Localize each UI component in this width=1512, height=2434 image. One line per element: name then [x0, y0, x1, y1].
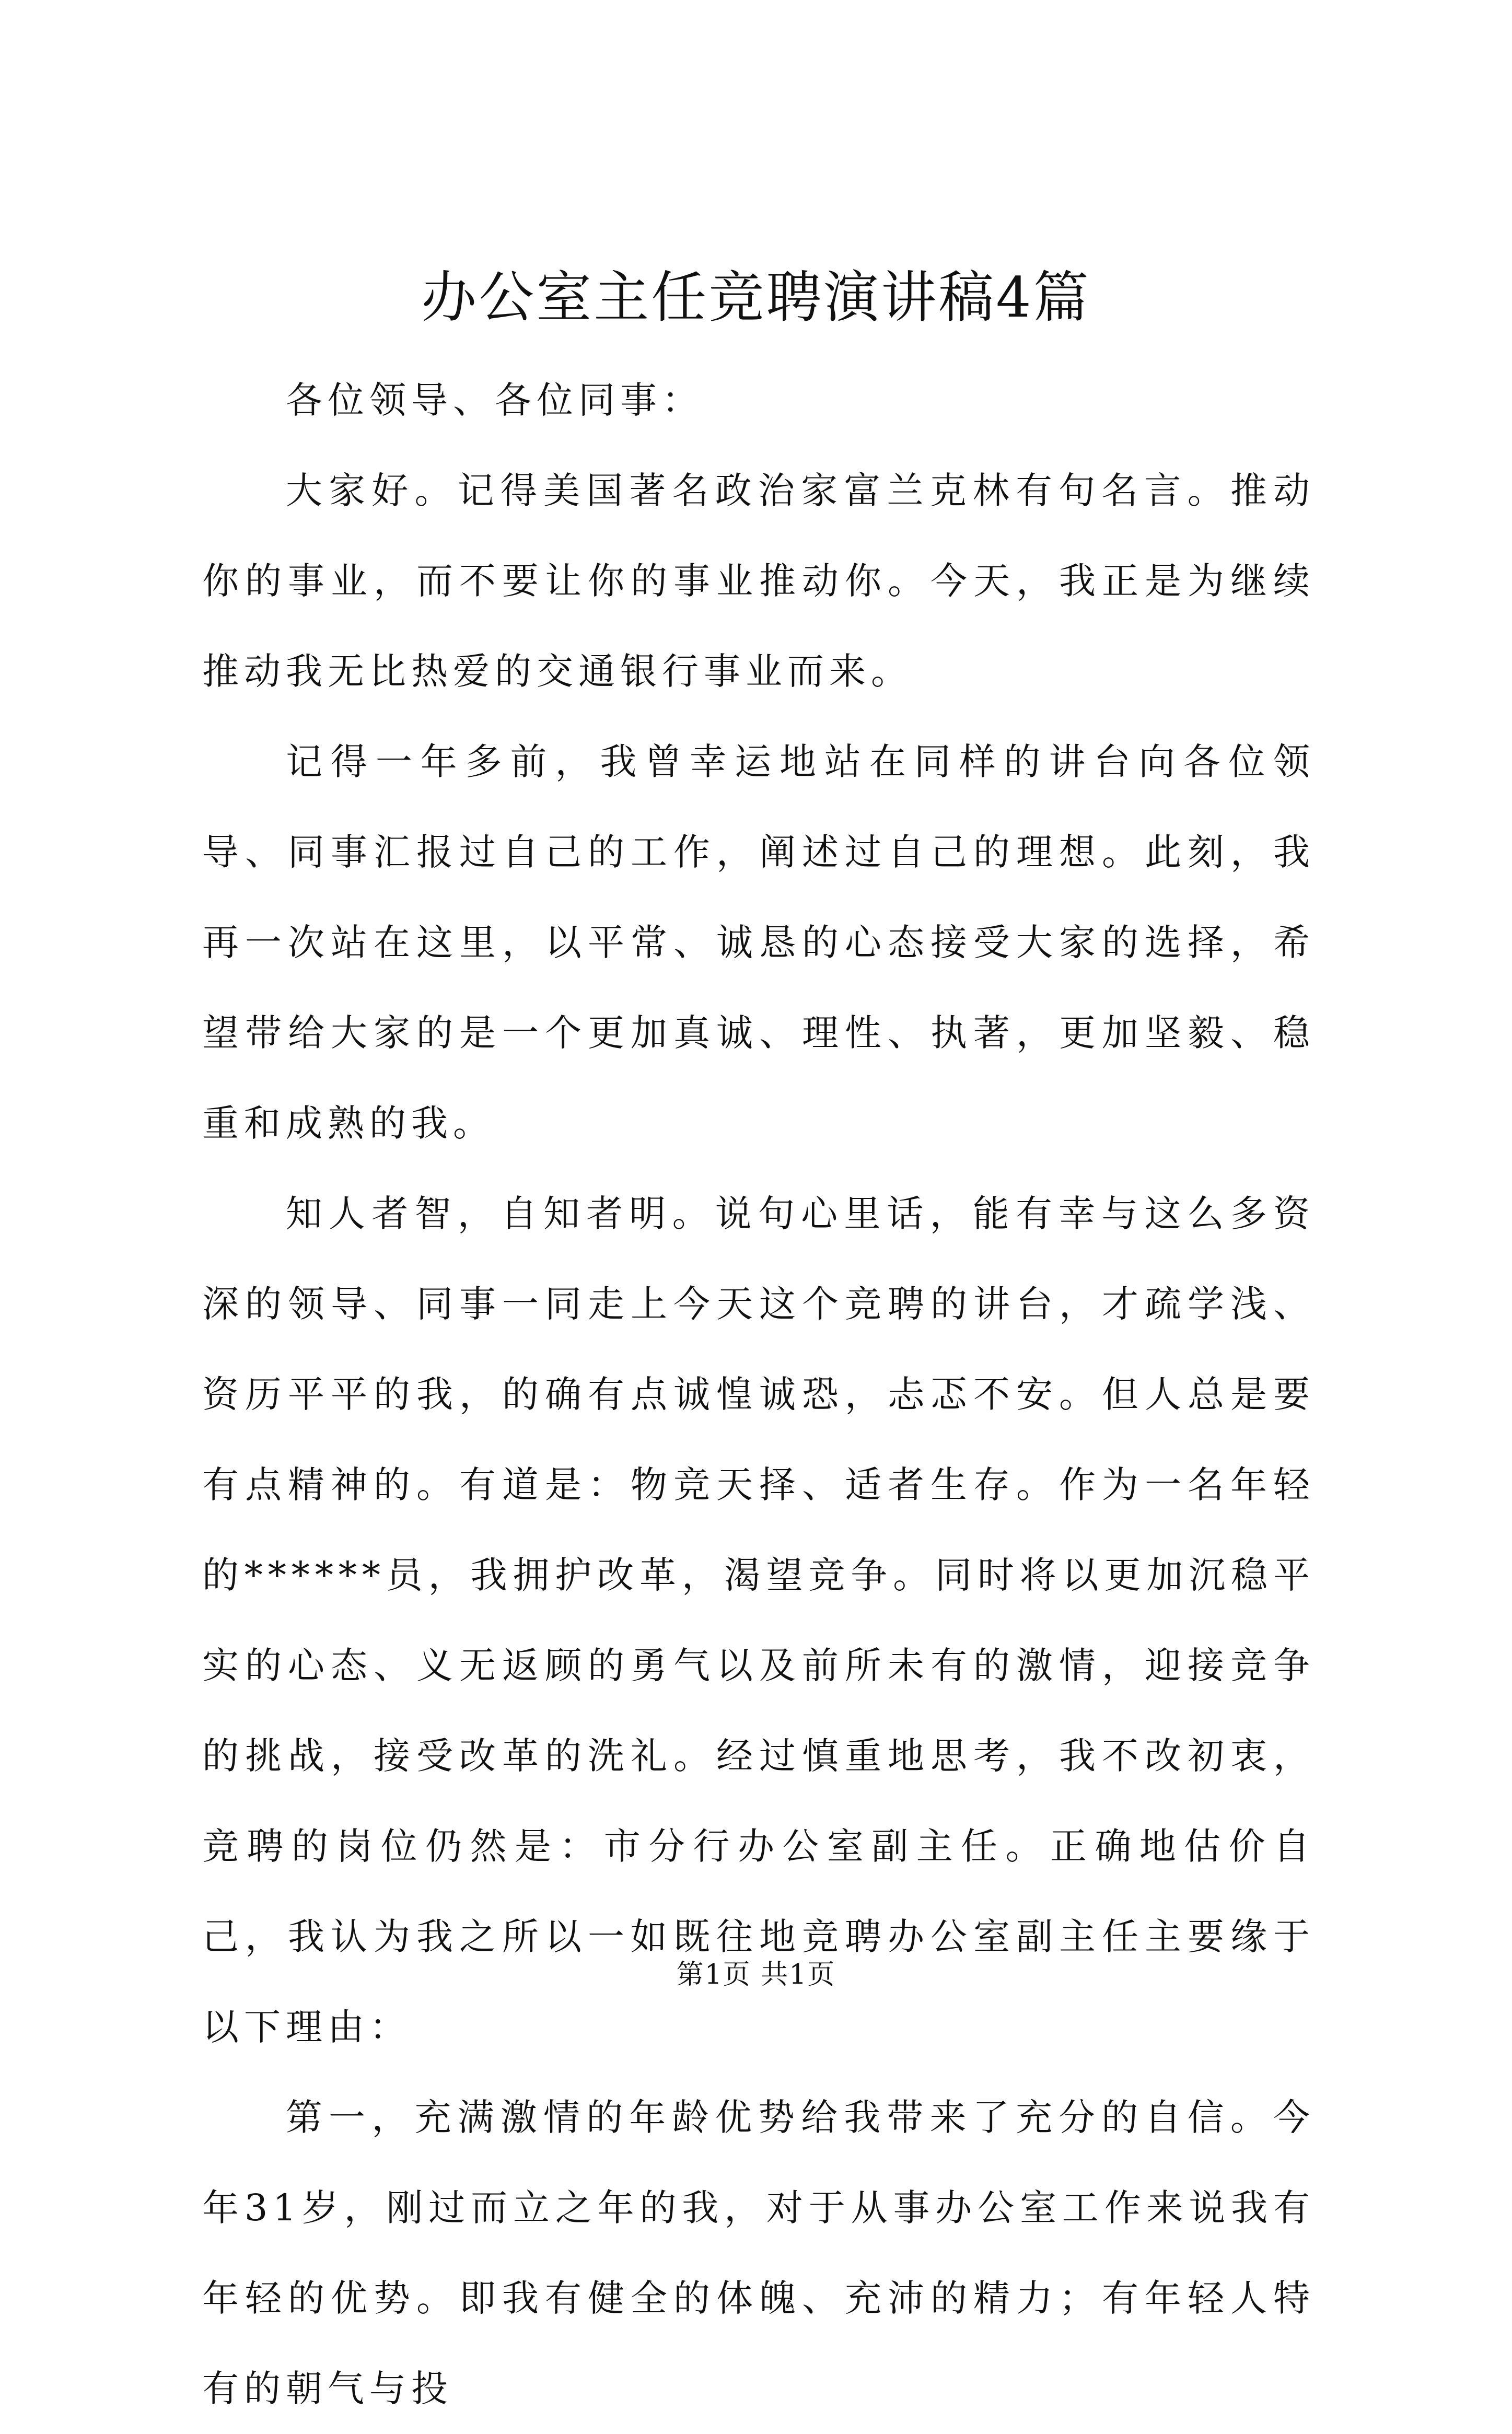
paragraph-self-assessment: 知人者智，自知者明。说句心里话，能有幸与这么多资深的领导、同事一同走上今天这个竞聘的讲台，才疏学浅、资历平平的我，的确有点诚惶诚恐，忐忑不安。但人总是要有点精神的。有道是：物竞天择、适者生存。作为一名年轻的******员，我拥护改革，渴望竞争。同时将以更加沉稳平实的心态、义无返顾的勇气以及前所未有的激情，迎接竞争的挑战，接受改革的洗礼。经过慎重地思考，我不改初衷，竞聘的岗位仍然是：市分行办公室副主任。正确地估价自己，我认为我之所以一如既往地竞聘办公室副主任主要缘于以下理由： — [202, 1192, 1315, 2048]
paragraph-recollection: 记得一年多前，我曾幸运地站在同样的讲台向各位领导、同事汇报过自己的工作，阐述过自己的理想。此刻，我再一次站在这里，以平常、诚恳的心态接受大家的选择，希望带给大家的是一个更加真诚、理性、执著，更加坚毅、稳重和成熟的我。 — [202, 740, 1315, 1145]
paragraph-reason-one: 第一，充满激情的年龄优势给我带来了充分的自信。今年31岁，刚过而立之年的我，对于从事办公室工作来说我有年轻的优势。即我有健全的体魄、充沛的精力；有年轻人特有的朝气与投 — [202, 2096, 1315, 2410]
paragraph-greeting: 各位领导、各位同事： — [286, 379, 704, 422]
page-footer: 第1页 共1页 — [676, 1959, 836, 1990]
document-title: 办公室主任竞聘演讲稿4篇 — [421, 265, 1091, 330]
paragraph-opening: 大家好。记得美国著名政治家富兰克林有句名言。推动你的事业，而不要让你的事业推动你。今天，我正是为继续推动我无比热爱的交通银行事业而来。 — [202, 469, 1315, 693]
document-body — [202, 355, 1315, 2434]
